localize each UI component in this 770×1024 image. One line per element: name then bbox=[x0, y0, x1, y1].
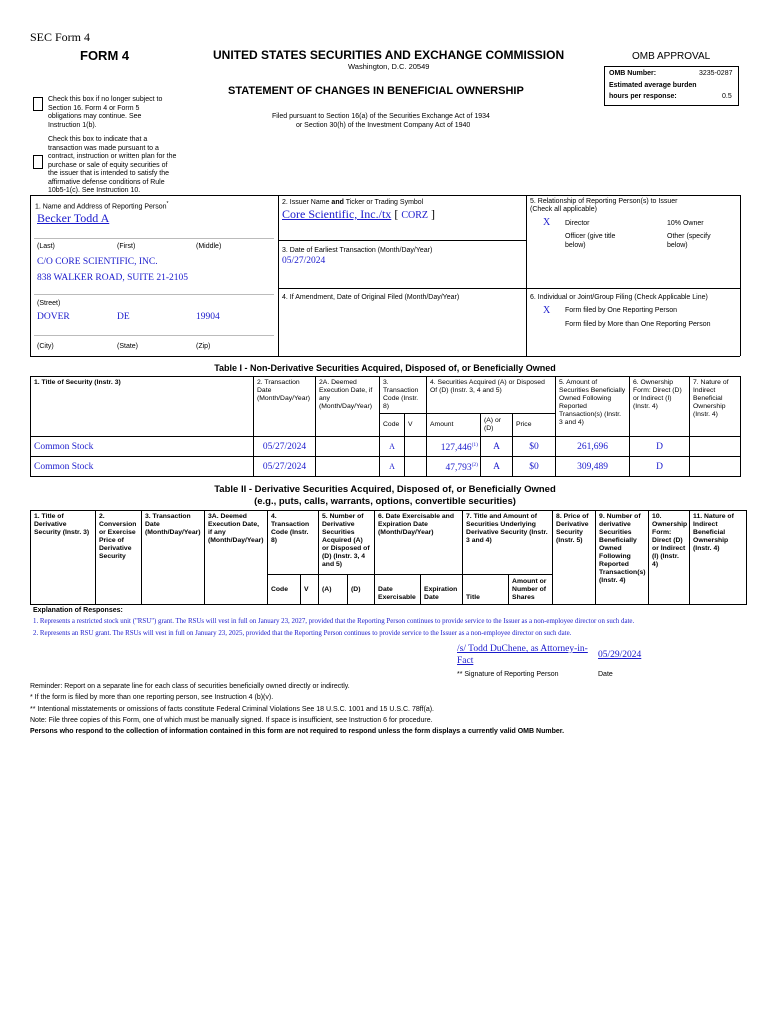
t2-header-6: 6. Date Exercisable and Expiration Date (Month/Day/Year) bbox=[375, 511, 463, 575]
t2-header-2: 2. Conversion or Exercise Price of Derivative Security bbox=[96, 511, 142, 605]
t2-header-11: 11. Nature of Indirect Beneficial Ownership (Instr. 4) bbox=[690, 511, 747, 605]
middle-label: (Middle) bbox=[196, 243, 222, 250]
relationship-label: 5. Relationship of Reporting Person(s) to Issuer bbox=[530, 198, 678, 205]
omb-number-label: OMB Number: bbox=[609, 70, 657, 77]
issuer-name-link[interactable]: Core Scientific, Inc./tx bbox=[282, 207, 392, 221]
sec-form-label: SEC Form 4 bbox=[30, 30, 91, 44]
t1-row2-code: A bbox=[380, 457, 405, 477]
t1-header-ownership: 6. Ownership Form: Direct (D) or Indirect (I) (Instr. 4) bbox=[630, 377, 690, 437]
t1-header-amount-owned: 5. Amount of Securities Beneficially Owned Following Reported Transaction(s) (Instr. 3 and 4) bbox=[556, 377, 630, 437]
t2-header-3: 3. Transaction Date (Month/Day/Year) bbox=[142, 511, 205, 605]
t1-sub-aord: (A) or (D) bbox=[481, 414, 513, 437]
filed-line-2: or Section 30(h) of the Investment Company Act of 1940 bbox=[296, 122, 471, 129]
reporting-person-name-link[interactable]: Becker Todd A bbox=[37, 211, 110, 225]
t1-sub-amount: Amount bbox=[427, 414, 481, 437]
t1-header-title: 1. Title of Security (Instr. 3) bbox=[31, 377, 254, 437]
reporting-person-label: 1. Name and Address of Reporting Person* bbox=[35, 201, 169, 211]
omb-burden-label: Estimated average burden bbox=[609, 82, 697, 89]
t1-row2-title: Common Stock bbox=[31, 457, 254, 477]
omb-hours-label: hours per response: bbox=[609, 93, 677, 100]
t2-sub-exercisable: Date Exercisable bbox=[375, 575, 421, 605]
t1-sub-price: Price bbox=[513, 414, 556, 437]
amendment-label: 4. If Amendment, Date of Original Filed (Month/Day/Year) bbox=[282, 294, 460, 301]
rule10b5-checkbox-label: Check this box to indicate that a transaction was made pursuant to a contract, instruction or written plan for the purchase or sale of equity securities of the issuer that is intended to satisfy the affirmative defense conditions of Rule 10b5-1(c). See Instruction 10. bbox=[48, 136, 177, 194]
note-omb: Persons who respond to the collection of information contained in this form are not required to respond unless the form displays a currently valid OMB Number. bbox=[30, 728, 565, 735]
table2-derivative bbox=[30, 510, 747, 605]
t2-sub-d: (D) bbox=[348, 575, 375, 605]
rule10b5-checkbox[interactable] bbox=[33, 155, 43, 169]
earliest-transaction-date: 05/27/2024 bbox=[282, 256, 326, 266]
t2-header-1: 1. Title of Derivative Security (Instr. 3) bbox=[31, 511, 96, 605]
omb-number-value: 3235-0287 bbox=[699, 70, 733, 77]
other-label: Other (specify below) bbox=[667, 233, 711, 249]
t2-sub-v: V bbox=[301, 575, 319, 605]
ten-percent-owner-label: 10% Owner bbox=[667, 220, 704, 227]
street-label: (Street) bbox=[37, 300, 61, 307]
footnote-2: 2. Represents an RSU grant. The RSUs will vest in full on January 23, 2025, provided that the Reporting Person continues to provide service to the Issuer as a non-employee director on such date. bbox=[33, 630, 572, 637]
form-title: FORM 4 bbox=[80, 48, 130, 63]
director-checkmark[interactable]: X bbox=[543, 217, 551, 228]
t1-row2-price: $0 bbox=[513, 457, 556, 477]
t1-row2-form: D bbox=[630, 457, 690, 477]
signature-name-line2: Fact bbox=[457, 656, 474, 666]
state-label: (State) bbox=[117, 343, 139, 350]
t1-header-nature: 7. Nature of Indirect Beneficial Ownership (Instr. 4) bbox=[690, 377, 741, 437]
t2-header-7: 7. Title and Amount of Securities Underlying Derivative Security (Instr. 3 and 4) bbox=[463, 511, 553, 575]
city-label: (City) bbox=[37, 343, 54, 350]
relationship-sublabel: (Check all applicable) bbox=[530, 206, 597, 213]
t2-header-4: 4. Transaction Code (Instr. 8) bbox=[268, 511, 319, 575]
t2-header-10: 10. Ownership Form: Direct (D) or Indirect (I) (Instr. 4) bbox=[649, 511, 690, 605]
omb-hours-value: 0.5 bbox=[722, 93, 732, 100]
commission-location: Washington, D.C. 20549 bbox=[348, 62, 430, 71]
single-filer-label: Form filed by One Reporting Person bbox=[565, 307, 678, 314]
t1-row2-owned: 309,489 bbox=[556, 457, 630, 477]
t1-row1-price: $0 bbox=[513, 437, 556, 457]
t2-header-3a: 3A. Deemed Execution Date, if any (Month/Day/Year) bbox=[205, 511, 268, 605]
group-filer-label: Form filed by More than One Reporting Person bbox=[565, 321, 711, 328]
table2-title: Table II - Derivative Securities Acquired, Disposed of, or Beneficially Owned bbox=[214, 484, 556, 495]
signature-date: 05/29/2024 bbox=[598, 650, 642, 660]
t1-header-deemed: 2A. Deemed Execution Date, if any (Month/Day/Year) bbox=[316, 377, 380, 437]
table-row bbox=[31, 437, 741, 457]
director-label: Director bbox=[565, 220, 590, 227]
issuer-label: 2. Issuer Name and Ticker or Trading Symbol bbox=[282, 199, 424, 206]
t1-row1-aord: A bbox=[481, 437, 513, 457]
t1-row1-title: Common Stock bbox=[31, 437, 254, 457]
filing-label: 6. Individual or Joint/Group Filing (Check Applicable Line) bbox=[530, 294, 708, 301]
t1-sub-code: Code bbox=[380, 414, 405, 437]
zip-value: 19904 bbox=[196, 312, 220, 322]
t2-sub-amount: Amount or Number of Shares bbox=[509, 575, 553, 605]
last-label: (Last) bbox=[37, 243, 55, 250]
section16-checkbox-label: Check this box if no longer subject to Section 16. Form 4 or Form 5 obligations may continue. See Instruction 1(b). bbox=[48, 96, 163, 129]
single-filer-checkmark[interactable]: X bbox=[543, 305, 551, 316]
commission-title: UNITED STATES SECURITIES AND EXCHANGE COMMISSION bbox=[213, 48, 565, 62]
issuer-name-ticker: Core Scientific, Inc./tx [ CORZ ] bbox=[282, 207, 435, 221]
t1-header-date: 2. Transaction Date (Month/Day/Year) bbox=[254, 377, 316, 437]
t1-row1-form: D bbox=[630, 437, 690, 457]
omb-approval-title: OMB APPROVAL bbox=[632, 51, 711, 62]
date-label: Date bbox=[598, 671, 613, 678]
city-value: DOVER bbox=[37, 312, 70, 322]
table-row bbox=[31, 457, 741, 477]
note-copies: Note: File three copies of this Form, one of which must be manually signed. If space is insufficient, see Instruction 6 for procedure. bbox=[30, 717, 433, 724]
footnote-1: 1. Represents a restricted stock unit ("RSU") grant. The RSUs will vest in full on January 23, 2027, provided that the Reporting Person continues to provide service to the Issuer as a non-employee director on such date. bbox=[33, 618, 635, 625]
t1-row2-amount: 47,793$^{(2)}$ bbox=[427, 457, 481, 477]
earliest-transaction-label: 3. Date of Earliest Transaction (Month/Day/Year) bbox=[282, 247, 433, 254]
state-value: DE bbox=[117, 312, 130, 322]
first-label: (First) bbox=[117, 243, 136, 250]
zip-label: (Zip) bbox=[196, 343, 211, 350]
filed-line-1: Filed pursuant to Section 16(a) of the Securities Exchange Act of 1934 bbox=[272, 113, 490, 120]
table1-nonderivative bbox=[30, 376, 741, 477]
t1-sub-v: V bbox=[405, 414, 427, 437]
t1-header-acquired: 4. Securities Acquired (A) or Disposed Of (D) (Instr. 3, 4 and 5) bbox=[427, 377, 556, 414]
officer-label: Officer (give title below) bbox=[565, 233, 616, 249]
t2-sub-a: (A) bbox=[319, 575, 348, 605]
t2-sub-code: Code bbox=[268, 575, 301, 605]
address-line-1: C/O CORE SCIENTIFIC, INC. bbox=[37, 257, 158, 267]
note-misstatements: ** Intentional misstatements or omissions of facts constitute Federal Criminal Violations See 18 U.S.C. 1001 and 15 U.S.C. 78ff(a). bbox=[30, 706, 434, 713]
t1-row1-code: A bbox=[380, 437, 405, 457]
address-line-2: 838 WALKER ROAD, SUITE 21-2105 bbox=[37, 273, 189, 283]
statement-title: STATEMENT OF CHANGES IN BENEFICIAL OWNERSHIP bbox=[228, 85, 524, 97]
t2-header-8: 8. Price of Derivative Security (Instr. 5) bbox=[553, 511, 596, 605]
t1-row1-date: 05/27/2024 bbox=[254, 437, 316, 457]
t1-header-code: 3. Transaction Code (Instr. 8) bbox=[380, 377, 427, 414]
signature-label: ** Signature of Reporting Person bbox=[457, 671, 559, 678]
t2-sub-expiration: Expiration Date bbox=[421, 575, 463, 605]
section16-checkbox[interactable] bbox=[33, 97, 43, 111]
table1-title: Table I - Non-Derivative Securities Acquired, Disposed of, or Beneficially Owned bbox=[214, 363, 556, 373]
t1-row1-amount: 127,446$^{(1)}$ bbox=[427, 437, 481, 457]
reminder-note: Reminder: Report on a separate line for each class of securities beneficially owned directly or indirectly. bbox=[30, 683, 350, 690]
signature-name-line1: /s/ Todd DuChene, as Attorney-in- bbox=[457, 644, 588, 654]
t2-sub-title: Title bbox=[463, 575, 509, 605]
note-multiple-persons: * If the form is filed by more than one reporting person, see Instruction 4 (b)(v). bbox=[30, 694, 274, 701]
table2-subtitle: (e.g., puts, calls, warrants, options, convertible securities) bbox=[254, 496, 516, 507]
issuer-ticker: CORZ bbox=[401, 210, 428, 221]
t1-row2-aord: A bbox=[481, 457, 513, 477]
t1-row1-owned: 261,696 bbox=[556, 437, 630, 457]
t2-header-9: 9. Number of derivative Securities Beneficially Owned Following Reported Transaction(s) (Instr. 4) bbox=[596, 511, 649, 605]
t1-row2-date: 05/27/2024 bbox=[254, 457, 316, 477]
t2-header-5: 5. Number of Derivative Securities Acquired (A) or Disposed of (D) (Instr. 3, 4 and 5) bbox=[319, 511, 375, 575]
explanation-title: Explanation of Responses: bbox=[33, 607, 123, 614]
